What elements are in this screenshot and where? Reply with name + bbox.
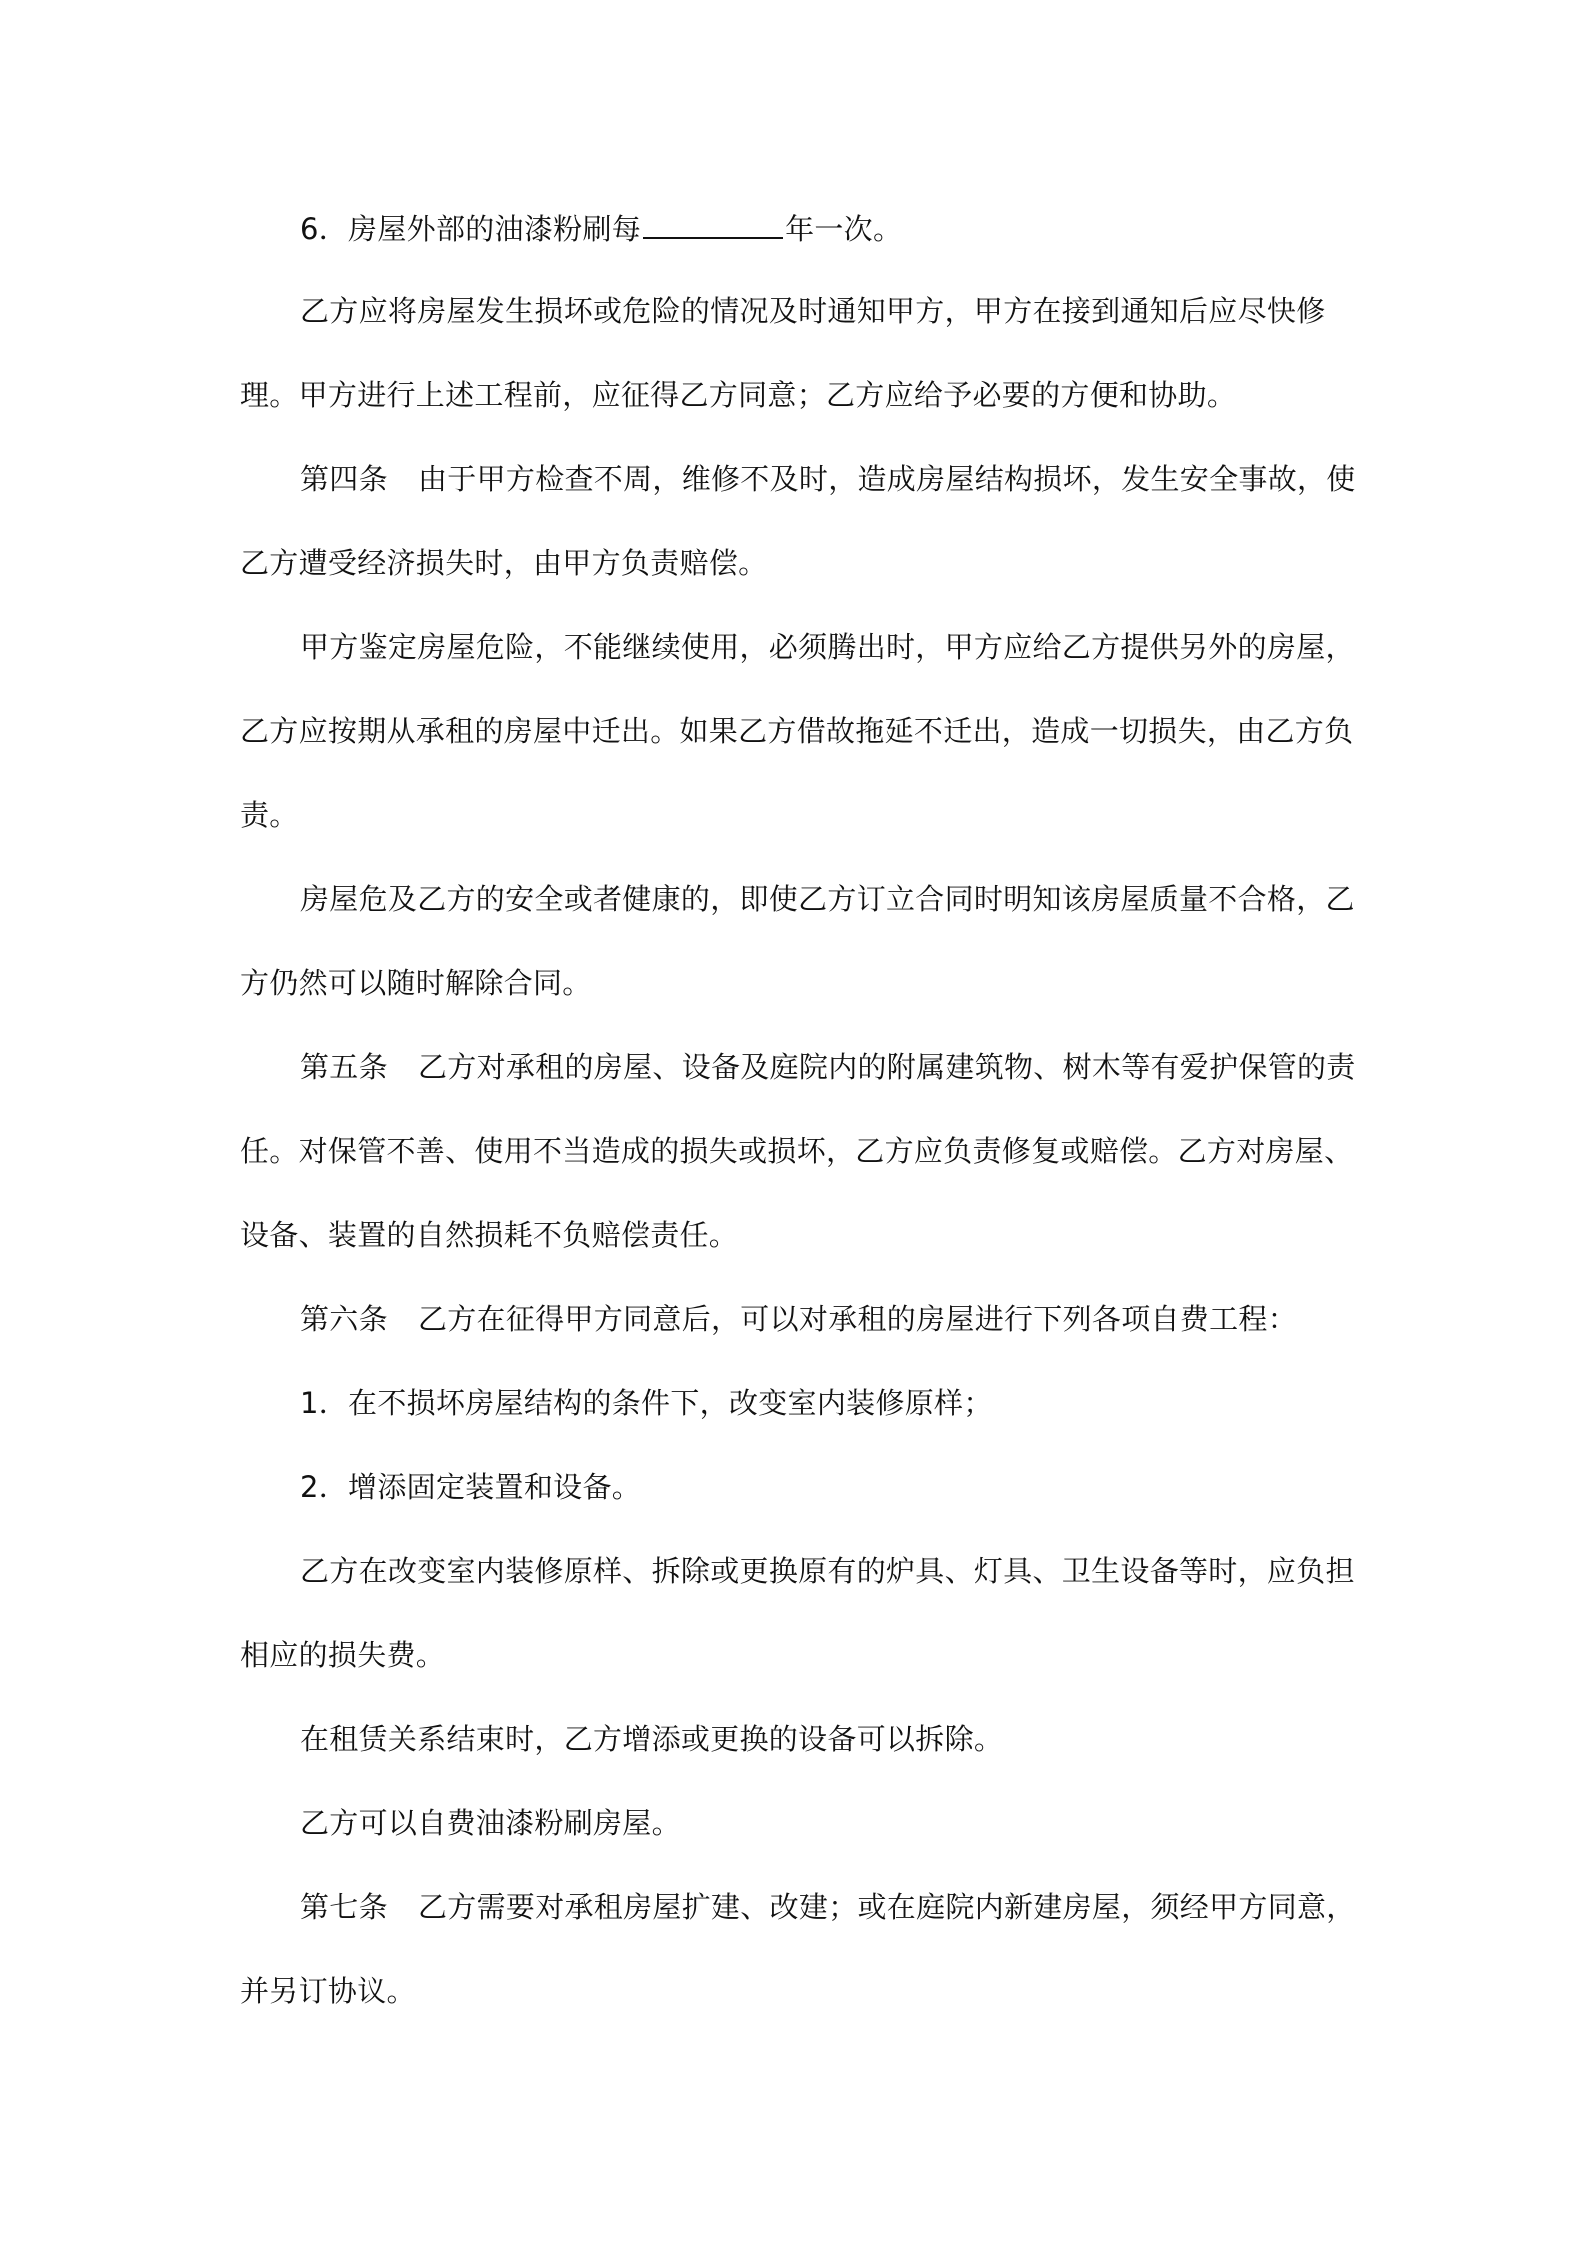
text-line: 2．增添固定装置和设备。	[300, 1470, 642, 1504]
text-segment: 乙方在征得甲方同意后，可以对承租的房屋进行下列各项自费工程：	[418, 1302, 1298, 1336]
text-line: 乙方遭受经济损失时，由甲方负责赔偿。	[240, 546, 768, 580]
text-line: 乙方应将房屋发生损坏或危险的情况及时通知甲方，甲方在接到通知后应尽快修	[300, 294, 1326, 328]
text-line: 理。甲方进行上述工程前，应征得乙方同意；乙方应给予必要的方便和协助。	[240, 378, 1237, 412]
text-line	[300, 1887, 1356, 1927]
fill-in-blank	[643, 209, 783, 239]
text-line	[300, 459, 1356, 499]
text-segment: 6．房屋外部的油漆粉刷每	[300, 212, 642, 246]
text-segment: 乙方对承租的房屋、设备及庭院内的附属建筑物、树木等有爱护保管的责	[418, 1050, 1356, 1084]
text-line: 相应的损失费。	[240, 1638, 446, 1672]
text-line: 任。对保管不善、使用不当造成的损失或损坏，乙方应负责修复或赔偿。乙方对房屋、	[240, 1134, 1354, 1168]
text-line	[300, 1299, 1297, 1339]
article-label: 第七条	[300, 1890, 388, 1924]
article-label: 第五条	[300, 1050, 388, 1084]
text-line: 乙方应按期从承租的房屋中迁出。如果乙方借故拖延不迁出，造成一切损失，由乙方负	[240, 714, 1354, 748]
text-line: 乙方可以自费油漆粉刷房屋。	[300, 1806, 681, 1840]
text-line	[300, 209, 902, 249]
article-label: 第六条	[300, 1302, 388, 1336]
text-line: 责。	[240, 798, 299, 832]
text-segment: 乙方需要对承租房屋扩建、改建；或在庭院内新建房屋，须经甲方同意，	[418, 1890, 1356, 1924]
text-segment: 由于甲方检查不周，维修不及时，造成房屋结构损坏，发生安全事故，使	[418, 462, 1356, 496]
article-label: 第四条	[300, 462, 388, 496]
text-line: 1．在不损坏房屋结构的条件下，改变室内装修原样；	[300, 1386, 993, 1420]
text-line	[300, 1047, 1356, 1087]
text-line: 甲方鉴定房屋危险，不能继续使用，必须腾出时，甲方应给乙方提供另外的房屋，	[300, 630, 1355, 664]
text-line: 方仍然可以随时解除合同。	[240, 966, 592, 1000]
text-line: 设备、装置的自然损耗不负赔偿责任。	[240, 1218, 739, 1252]
text-line: 并另订协议。	[240, 1974, 416, 2008]
text-segment: 年一次。	[785, 212, 903, 246]
text-line: 乙方在改变室内装修原样、拆除或更换原有的炉具、灯具、卫生设备等时，应负担	[300, 1554, 1355, 1588]
text-line: 在租赁关系结束时，乙方增添或更换的设备可以拆除。	[300, 1722, 1004, 1756]
text-line: 房屋危及乙方的安全或者健康的，即使乙方订立合同时明知该房屋质量不合格，乙	[300, 882, 1355, 916]
